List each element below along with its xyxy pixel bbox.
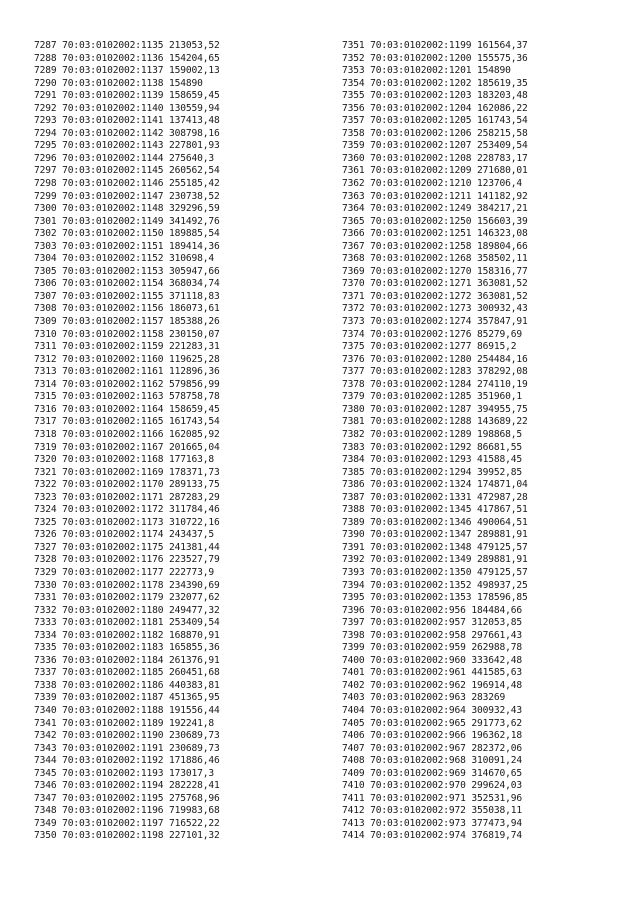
table-row: 7366 70:03:0102002:1251 146323,08 bbox=[342, 228, 528, 240]
table-row: 7406 70:03:0102002:966 196362,18 bbox=[342, 730, 523, 742]
table-row: 7307 70:03:0102002:1155 371118,83 bbox=[34, 290, 220, 302]
table-row: 7315 70:03:0102002:1163 578758,78 bbox=[34, 391, 220, 403]
table-row: 7377 70:03:0102002:1283 378292,08 bbox=[342, 366, 528, 378]
table-row: 7408 70:03:0102002:968 310091,24 bbox=[342, 755, 523, 767]
table-row: 7308 70:03:0102002:1156 186073,61 bbox=[34, 303, 220, 315]
table-row: 7390 70:03:0102002:1347 289881,91 bbox=[342, 529, 528, 541]
table-row: 7322 70:03:0102002:1170 289133,75 bbox=[34, 479, 220, 491]
table-row: 7414 70:03:0102002:974 376819,74 bbox=[342, 830, 523, 842]
table-row: 7339 70:03:0102002:1187 451365,95 bbox=[34, 692, 220, 704]
table-row: 7300 70:03:0102002:1148 329296,59 bbox=[34, 203, 220, 215]
table-row: 7373 70:03:0102002:1274 357847,91 bbox=[342, 316, 528, 328]
table-row: 7313 70:03:0102002:1161 112896,36 bbox=[34, 366, 220, 378]
table-row: 7295 70:03:0102002:1143 227801,93 bbox=[34, 140, 220, 152]
table-row: 7354 70:03:0102002:1202 185619,35 bbox=[342, 77, 528, 89]
table-row: 7404 70:03:0102002:964 300932,43 bbox=[342, 704, 523, 716]
right-column bbox=[342, 40, 528, 843]
left-column bbox=[34, 40, 220, 843]
table-row: 7392 70:03:0102002:1349 289881,91 bbox=[342, 554, 528, 566]
table-row: 7350 70:03:0102002:1198 227101,32 bbox=[34, 830, 220, 842]
table-row: 7306 70:03:0102002:1154 368034,74 bbox=[34, 278, 220, 290]
table-row: 7368 70:03:0102002:1268 358502,11 bbox=[342, 253, 528, 265]
table-row: 7388 70:03:0102002:1345 417867,51 bbox=[342, 504, 528, 516]
table-row: 7301 70:03:0102002:1149 341492,76 bbox=[34, 215, 220, 227]
table-row: 7376 70:03:0102002:1280 254484,16 bbox=[342, 353, 528, 365]
table-row: 7361 70:03:0102002:1209 271680,01 bbox=[342, 165, 528, 177]
table-row: 7369 70:03:0102002:1270 158316,77 bbox=[342, 265, 528, 277]
table-row: 7329 70:03:0102002:1177 222773,9 bbox=[34, 566, 215, 578]
table-row: 7383 70:03:0102002:1292 86681,55 bbox=[342, 441, 523, 453]
table-row: 7402 70:03:0102002:962 196914,48 bbox=[342, 679, 523, 691]
table-row: 7382 70:03:0102002:1289 198868,5 bbox=[342, 428, 523, 440]
table-row: 7298 70:03:0102002:1146 255185,42 bbox=[34, 178, 220, 190]
table-row: 7327 70:03:0102002:1175 241381,44 bbox=[34, 541, 220, 553]
table-row: 7405 70:03:0102002:965 291773,62 bbox=[342, 717, 523, 729]
table-row: 7316 70:03:0102002:1164 158659,45 bbox=[34, 403, 220, 415]
table-row: 7360 70:03:0102002:1208 228783,17 bbox=[342, 152, 528, 164]
table-row: 7334 70:03:0102002:1182 168870,91 bbox=[34, 629, 220, 641]
table-row: 7409 70:03:0102002:969 314670,65 bbox=[342, 767, 523, 779]
table-row: 7342 70:03:0102002:1190 230689,73 bbox=[34, 730, 220, 742]
table-row: 7391 70:03:0102002:1348 479125,57 bbox=[342, 541, 528, 553]
table-row: 7396 70:03:0102002:956 184484,66 bbox=[342, 604, 523, 616]
table-row: 7353 70:03:0102002:1201 154890 bbox=[342, 65, 511, 77]
table-row: 7310 70:03:0102002:1158 230150,07 bbox=[34, 328, 220, 340]
table-row: 7395 70:03:0102002:1353 178596,85 bbox=[342, 592, 528, 604]
table-row: 7338 70:03:0102002:1186 440383,81 bbox=[34, 679, 220, 691]
table-row: 7297 70:03:0102002:1145 260562,54 bbox=[34, 165, 220, 177]
table-row: 7356 70:03:0102002:1204 162086,22 bbox=[342, 102, 528, 114]
table-row: 7398 70:03:0102002:958 297661,43 bbox=[342, 629, 523, 641]
table-row: 7326 70:03:0102002:1174 243437,5 bbox=[34, 529, 215, 541]
table-row: 7325 70:03:0102002:1173 310722,16 bbox=[34, 516, 220, 528]
table-row: 7379 70:03:0102002:1285 351960,1 bbox=[342, 391, 523, 403]
table-row: 7367 70:03:0102002:1258 189804,66 bbox=[342, 240, 528, 252]
table-row: 7305 70:03:0102002:1153 305947,66 bbox=[34, 265, 220, 277]
table-row: 7351 70:03:0102002:1199 161564,37 bbox=[342, 40, 528, 51]
table-row: 7317 70:03:0102002:1165 161743,54 bbox=[34, 416, 220, 428]
table-row: 7384 70:03:0102002:1293 41588,45 bbox=[342, 454, 523, 466]
table-row: 7320 70:03:0102002:1168 177163,8 bbox=[34, 454, 215, 466]
table-row: 7352 70:03:0102002:1200 155575,36 bbox=[342, 52, 528, 64]
table-row: 7289 70:03:0102002:1137 159002,13 bbox=[34, 65, 220, 77]
table-row: 7288 70:03:0102002:1136 154204,65 bbox=[34, 52, 220, 64]
table-row: 7333 70:03:0102002:1181 253409,54 bbox=[34, 617, 220, 629]
table-row: 7337 70:03:0102002:1185 260451,68 bbox=[34, 667, 220, 679]
table-row: 7378 70:03:0102002:1284 274110,19 bbox=[342, 378, 528, 390]
table-row: 7346 70:03:0102002:1194 282228,41 bbox=[34, 780, 220, 792]
table-row: 7399 70:03:0102002:959 262988,78 bbox=[342, 642, 523, 654]
table-row: 7299 70:03:0102002:1147 230738,52 bbox=[34, 190, 220, 202]
table-row: 7311 70:03:0102002:1159 221283,31 bbox=[34, 341, 220, 353]
table-row: 7381 70:03:0102002:1288 143689,22 bbox=[342, 416, 528, 428]
table-row: 7332 70:03:0102002:1180 249477,32 bbox=[34, 604, 220, 616]
table-row: 7393 70:03:0102002:1350 479125,57 bbox=[342, 566, 528, 578]
table-row: 7324 70:03:0102002:1172 311784,46 bbox=[34, 504, 220, 516]
table-row: 7344 70:03:0102002:1192 171886,46 bbox=[34, 755, 220, 767]
table-row: 7294 70:03:0102002:1142 308798,16 bbox=[34, 127, 220, 139]
table-row: 7357 70:03:0102002:1205 161743,54 bbox=[342, 115, 528, 127]
table-row: 7400 70:03:0102002:960 333642,48 bbox=[342, 654, 523, 666]
table-row: 7293 70:03:0102002:1141 137413,48 bbox=[34, 115, 220, 127]
table-row: 7380 70:03:0102002:1287 394955,75 bbox=[342, 403, 528, 415]
table-row: 7387 70:03:0102002:1331 472987,28 bbox=[342, 491, 528, 503]
table-row: 7331 70:03:0102002:1179 232077,62 bbox=[34, 592, 220, 604]
table-row: 7328 70:03:0102002:1176 223527,79 bbox=[34, 554, 220, 566]
table-row: 7362 70:03:0102002:1210 123706,4 bbox=[342, 178, 523, 190]
table-row: 7302 70:03:0102002:1150 189885,54 bbox=[34, 228, 220, 240]
table-row: 7397 70:03:0102002:957 312053,85 bbox=[342, 617, 523, 629]
table-row: 7355 70:03:0102002:1203 183203,48 bbox=[342, 90, 528, 102]
table-row: 7304 70:03:0102002:1152 310698,4 bbox=[34, 253, 215, 265]
table-row: 7347 70:03:0102002:1195 275768,96 bbox=[34, 792, 220, 804]
table-row: 7312 70:03:0102002:1160 119625,28 bbox=[34, 353, 220, 365]
table-row: 7365 70:03:0102002:1250 156603,39 bbox=[342, 215, 528, 227]
table-row: 7290 70:03:0102002:1138 154890 bbox=[34, 77, 203, 89]
table-row: 7394 70:03:0102002:1352 498937,25 bbox=[342, 579, 528, 591]
table-row: 7303 70:03:0102002:1151 189414,36 bbox=[34, 240, 220, 252]
table-row: 7287 70:03:0102002:1135 213053,52 bbox=[34, 40, 220, 51]
table-row: 7341 70:03:0102002:1189 192241,8 bbox=[34, 717, 215, 729]
table-row: 7363 70:03:0102002:1211 141182,92 bbox=[342, 190, 528, 202]
table-row: 7343 70:03:0102002:1191 230689,73 bbox=[34, 742, 220, 754]
table-row: 7386 70:03:0102002:1324 174871,04 bbox=[342, 479, 528, 491]
table-row: 7335 70:03:0102002:1183 165855,36 bbox=[34, 642, 220, 654]
table-row: 7349 70:03:0102002:1197 716522,22 bbox=[34, 817, 220, 829]
table-row: 7403 70:03:0102002:963 283269 bbox=[342, 692, 506, 704]
table-row: 7291 70:03:0102002:1139 158659,45 bbox=[34, 90, 220, 102]
table-row: 7410 70:03:0102002:970 299624,03 bbox=[342, 780, 523, 792]
table-row: 7364 70:03:0102002:1249 384217,21 bbox=[342, 203, 528, 215]
table-row: 7385 70:03:0102002:1294 39952,85 bbox=[342, 466, 523, 478]
table-row: 7345 70:03:0102002:1193 173017,3 bbox=[34, 767, 215, 779]
table-row: 7371 70:03:0102002:1272 363081,52 bbox=[342, 290, 528, 302]
table-row: 7336 70:03:0102002:1184 261376,91 bbox=[34, 654, 220, 666]
table-row: 7407 70:03:0102002:967 282372,06 bbox=[342, 742, 523, 754]
table-row: 7330 70:03:0102002:1178 234390,69 bbox=[34, 579, 220, 591]
table-row: 7401 70:03:0102002:961 441585,63 bbox=[342, 667, 523, 679]
table-row: 7359 70:03:0102002:1207 253409,54 bbox=[342, 140, 528, 152]
table-row: 7412 70:03:0102002:972 355038,11 bbox=[342, 805, 523, 817]
table-row: 7314 70:03:0102002:1162 579856,99 bbox=[34, 378, 220, 390]
table-row: 7321 70:03:0102002:1169 178371,73 bbox=[34, 466, 220, 478]
table-row: 7319 70:03:0102002:1167 201665,04 bbox=[34, 441, 220, 453]
table-row: 7358 70:03:0102002:1206 258215,58 bbox=[342, 127, 528, 139]
table-row: 7296 70:03:0102002:1144 275640,3 bbox=[34, 152, 215, 164]
table-row: 7323 70:03:0102002:1171 287283,29 bbox=[34, 491, 220, 503]
table-row: 7370 70:03:0102002:1271 363081,52 bbox=[342, 278, 528, 290]
table-row: 7292 70:03:0102002:1140 130559,94 bbox=[34, 102, 220, 114]
table-row: 7413 70:03:0102002:973 377473,94 bbox=[342, 817, 523, 829]
table-row: 7309 70:03:0102002:1157 185388,26 bbox=[34, 316, 220, 328]
table-row: 7318 70:03:0102002:1166 162085,92 bbox=[34, 428, 220, 440]
table-row: 7389 70:03:0102002:1346 490064,51 bbox=[342, 516, 528, 528]
table-row: 7374 70:03:0102002:1276 85279,69 bbox=[342, 328, 523, 340]
table-row: 7372 70:03:0102002:1273 300932,43 bbox=[342, 303, 528, 315]
table-row: 7340 70:03:0102002:1188 191556,44 bbox=[34, 704, 220, 716]
table-row: 7411 70:03:0102002:971 352531,96 bbox=[342, 792, 523, 804]
table-row: 7375 70:03:0102002:1277 86915,2 bbox=[342, 341, 517, 353]
table-row: 7348 70:03:0102002:1196 719983,68 bbox=[34, 805, 220, 817]
